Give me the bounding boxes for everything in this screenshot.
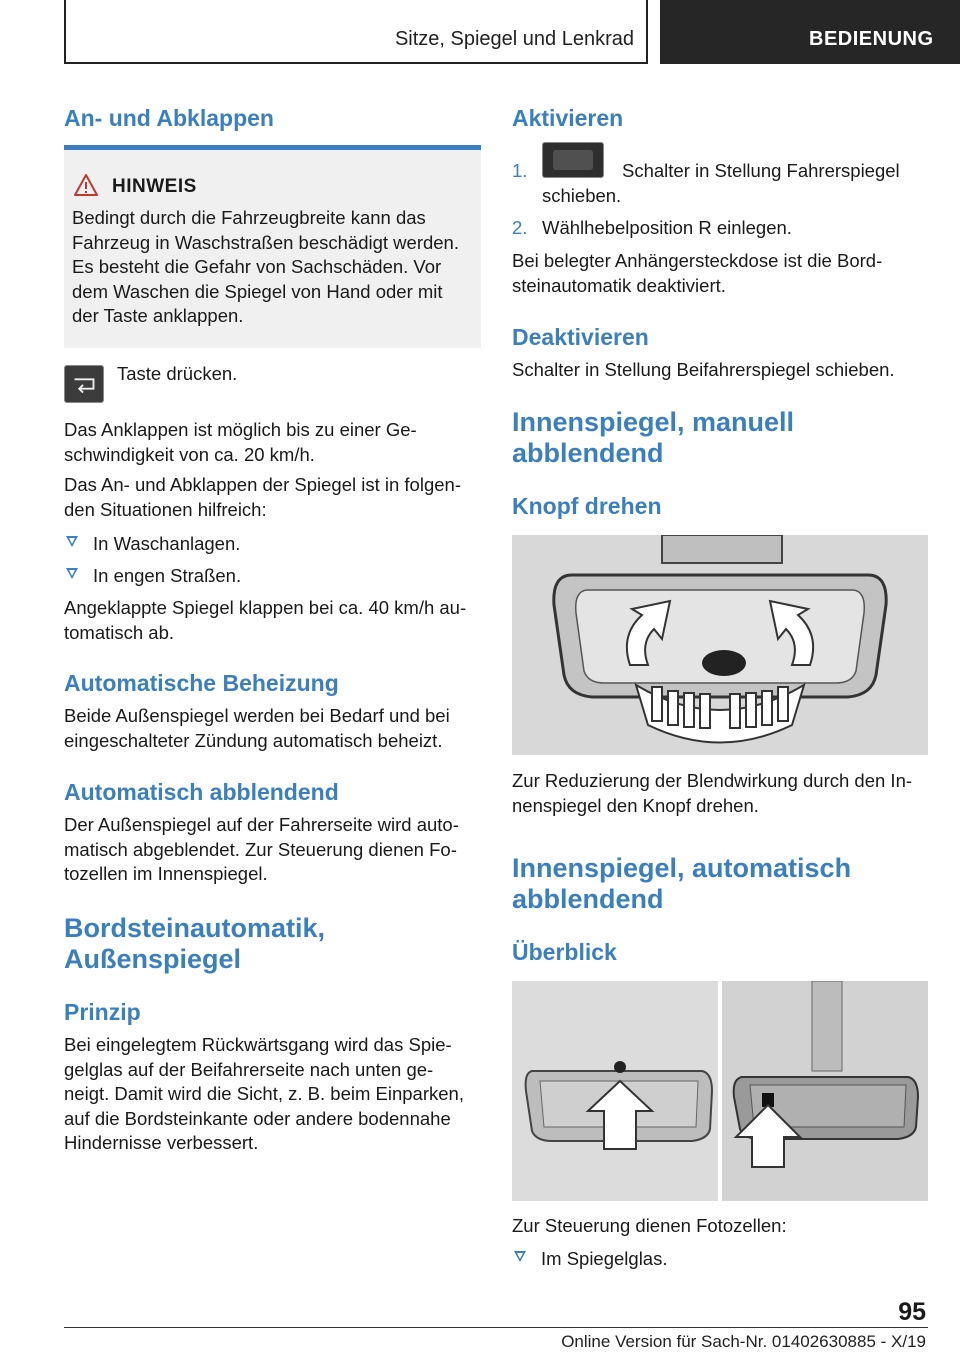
warning-icon — [74, 174, 98, 196]
heading-innenspiegel-auto-2: abblendend — [512, 884, 664, 914]
fold-button-icon — [64, 365, 104, 403]
heading-innenspiegel-auto-1: Innenspiegel, automatisch — [512, 853, 852, 883]
triangle-bullet-icon — [66, 568, 78, 579]
heading-innenspiegel-manuell-1: Innenspiegel, manuell — [512, 407, 795, 437]
heading-innenspiegel-manuell-2: abblendend — [512, 438, 664, 468]
header-left-rule — [64, 0, 66, 64]
footer-rule — [64, 1327, 928, 1328]
heading-automatische-beheizung: Automatische Beheizung — [64, 670, 339, 696]
text-situationen: Das An- und Abklappen der Spiegel ist in folgen- den Situationen hilfreich: — [64, 474, 461, 520]
header-base-rule — [64, 62, 648, 64]
text-fotozellen: Zur Steuerung dienen Fotozellen: — [512, 1215, 787, 1236]
text-angeklappt: Angeklappte Spiegel klappen bei ca. 40 km/h au- tomatisch ab. — [64, 597, 467, 643]
text-beheizung: Beide Außenspiegel werden bei Bedarf und bei eingeschalteter Zündung automatisch beheizt. — [64, 705, 450, 751]
notice-box — [64, 145, 481, 348]
text-taste-druecken: Taste drücken. — [117, 363, 238, 384]
text-anklappen-speed: Das Anklappen ist möglich bis zu einer Ge- schwindigkeit von ca. 20 km/h. — [64, 419, 417, 465]
notice-label: HINWEIS — [112, 176, 197, 197]
heading-bordsteinautomatik-1: Bordsteinautomatik, — [64, 913, 326, 943]
mirror-knob-figure — [512, 535, 928, 755]
heading-automatisch-abblendend: Automatisch abblendend — [64, 779, 339, 805]
heading-bordsteinautomatik-2: Außenspiegel — [64, 944, 242, 974]
text-knopf-drehen: Zur Reduzierung der Blendwirkung durch den In- nenspiegel den Knopf drehen. — [512, 770, 913, 816]
heading-an-und-abklappen: An- und Abklappen — [64, 105, 274, 131]
text-deaktivieren: Schalter in Stellung Beifahrerspiegel schieben. — [512, 359, 895, 380]
chapter-tab: BEDIENUNG — [660, 0, 960, 64]
heading-ueberblick: Überblick — [512, 939, 617, 965]
header-right-rule — [646, 0, 648, 64]
page-number: 95 — [898, 1298, 926, 1326]
text-abblendend: Der Außenspiegel auf der Fahrerseite wird auto- matisch abgeblendet. Zur Steuerung dienen Fo- tozellen im Innenspiegel. — [64, 814, 459, 884]
triangle-bullet-icon — [66, 536, 78, 547]
switch-icon — [542, 142, 604, 178]
photocell-figure — [512, 981, 928, 1201]
heading-prinzip: Prinzip — [64, 999, 141, 1025]
text-anhaenger: Bei belegter Anhängersteckdose ist die Bord- steinautomatik deaktiviert. — [512, 250, 883, 296]
heading-aktivieren: Aktivieren — [512, 105, 624, 131]
triangle-bullet-icon — [514, 1251, 526, 1262]
heading-deaktivieren: Deaktivieren — [512, 324, 649, 350]
footer-online-version: Online Version für Sach-Nr. 01402630885 - X/19 — [561, 1332, 926, 1351]
text-prinzip: Bei eingelegtem Rückwärtsgang wird das Spie- gelglas auf der Beifahrerseite nach unten ge- neigt. Damit wird die Sicht, z. B. beim Einparken, auf die Bordsteinkante oder andere bodennahe Hindernisse verbessert. — [64, 1034, 464, 1153]
section-title: Sitze, Spiegel und Lenkrad — [394, 28, 634, 50]
notice-body: Bedingt durch die Fahrzeugbreite kann das Fahrzeug in Waschstraßen beschädigt werden. Es besteht die Gefahr von Sachschäden. Vor dem Waschen die Spiegel von Hand oder mit der Taste anklappen. — [72, 207, 459, 326]
heading-knopf-drehen: Knopf drehen — [512, 493, 662, 519]
